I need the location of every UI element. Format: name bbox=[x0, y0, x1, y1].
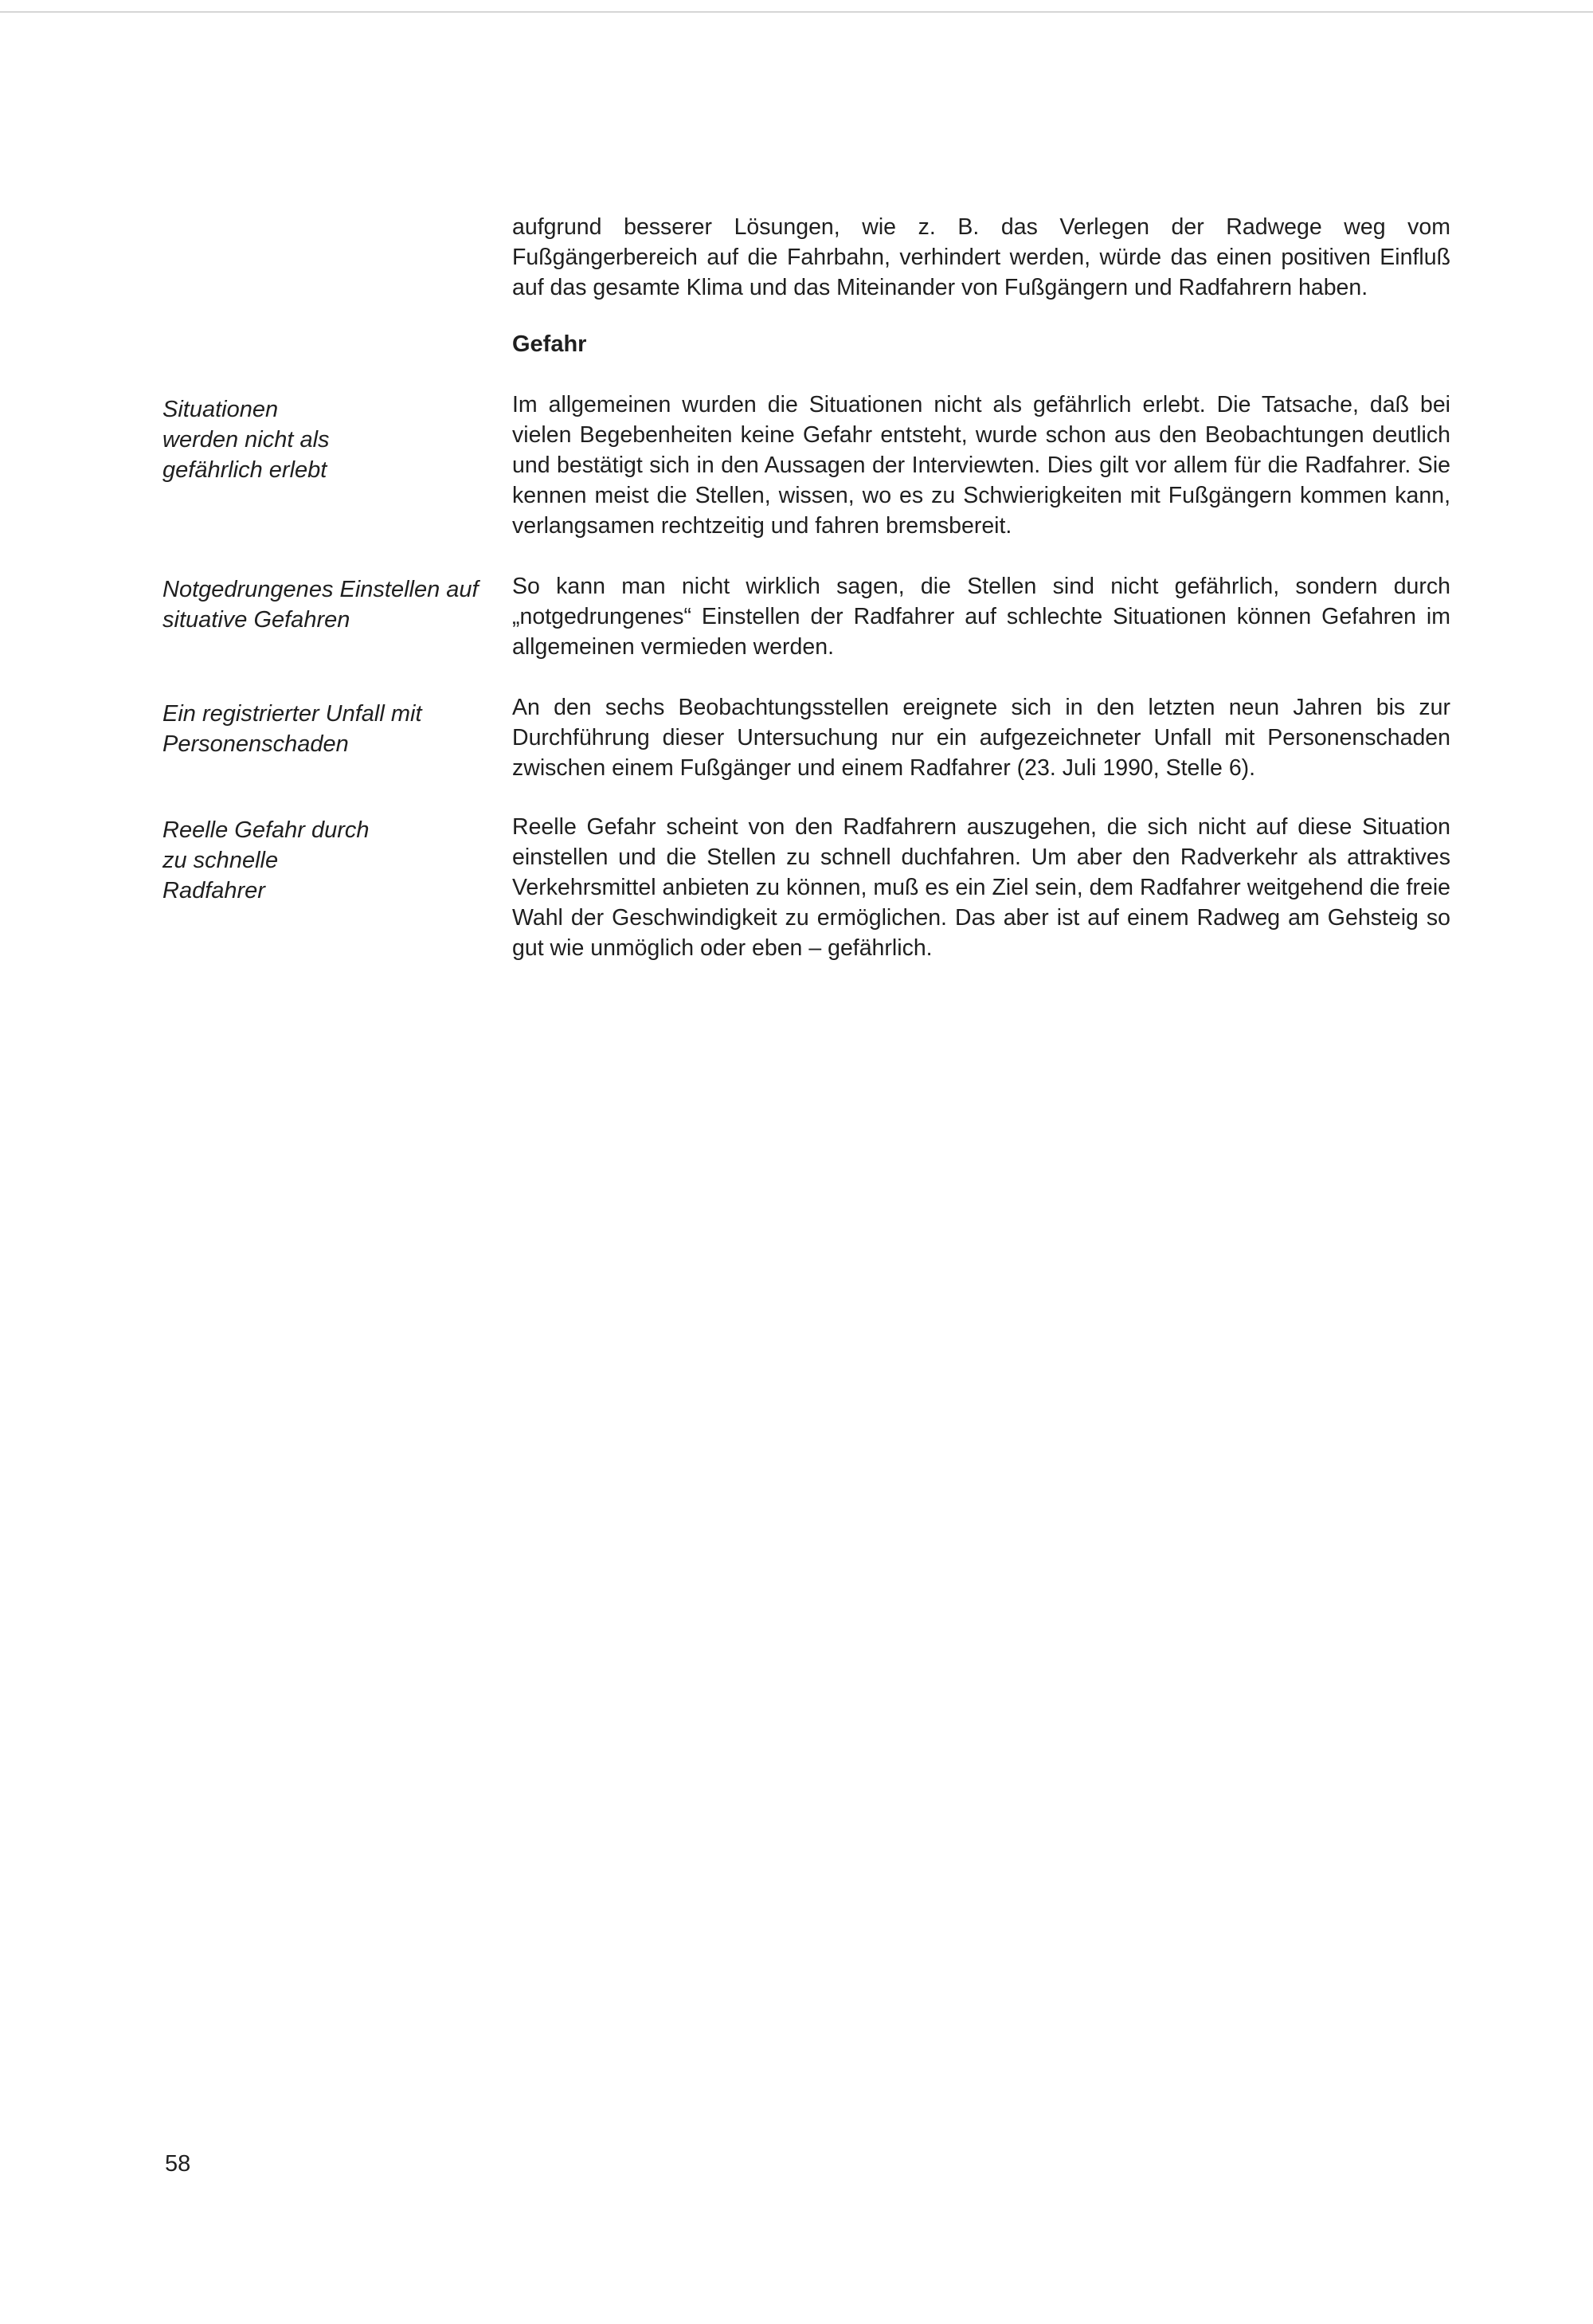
margin-note-3: Ein registrierter Unfall mit Personenschaden bbox=[162, 701, 422, 757]
paragraph-4: Reelle Gefahr scheint von den Radfahrern auszugehen, die sich nicht auf diese Situation einstellen und die Stellen zu schnell duchfahren. Um aber den Radverkehr als attraktives Verkehrsmittel anbieten zu können, muß es ein Ziel sein, dem Radfahrer weitgehend die freie Wahl der Geschwindigkeit zu ermöglichen. Das aber ist auf einem Radweg am Gehsteig so gut wie unmöglich oder eben – gefährlich. bbox=[512, 814, 1450, 961]
margin-note-2: Notgedrungenes Einstellen auf situative Gefahren bbox=[162, 577, 479, 633]
paragraph-3: An den sechs Beobachtungsstellen ereignete sich in den letzten neun Jahren bis zur Durchführung dieser Untersuchung nur ein aufgezeichneter Unfall mit Personenschaden zwischen einem Fußgänger und einem Radfahrer (23. Juli 1990, Stelle 6). bbox=[512, 695, 1450, 781]
paragraph-1: Im allgemeinen wurden die Situationen nicht als gefährlich erlebt. Die Tatsache, daß bei vielen Begebenheiten keine Gefahr entsteht, wurde schon aus den Beobachtungen deutlich und bestätigt sich in den Aussagen der Interviewten. Dies gilt vor allem für die Radfahrer. Sie kennen meist die Stellen, wissen, wo es zu Schwierigkeiten mit Fußgängern kommen kann, verlangsamen rechtzeitig und fahren bremsbereit. bbox=[512, 392, 1450, 539]
paragraph-2: So kann man nicht wirklich sagen, die Stellen sind nicht gefährlich, sondern durch „notgedrungenes“ Einstellen der Radfahrer auf schlechte Situationen können Gefahren im allgemeinen vermieden werden. bbox=[512, 574, 1450, 660]
page-number: 58 bbox=[165, 2151, 191, 2177]
section-heading: Gefahr bbox=[512, 331, 587, 357]
margin-note-4: Reelle Gefahr durch zu schnelle Radfahrer bbox=[162, 817, 370, 903]
margin-note-1: Situationen werden nicht als gefährlich erlebt bbox=[162, 397, 330, 483]
scan-edge-line bbox=[0, 11, 1593, 13]
intro-paragraph: aufgrund besserer Lösungen, wie z. B. das Verlegen der Radwege weg vom Fußgängerbereich auf die Fahrbahn, verhindert werden, würde das einen positiven Einfluß auf das gesamte Klima und das Miteinander von Fußgängern und Radfahrern haben. bbox=[512, 214, 1450, 300]
